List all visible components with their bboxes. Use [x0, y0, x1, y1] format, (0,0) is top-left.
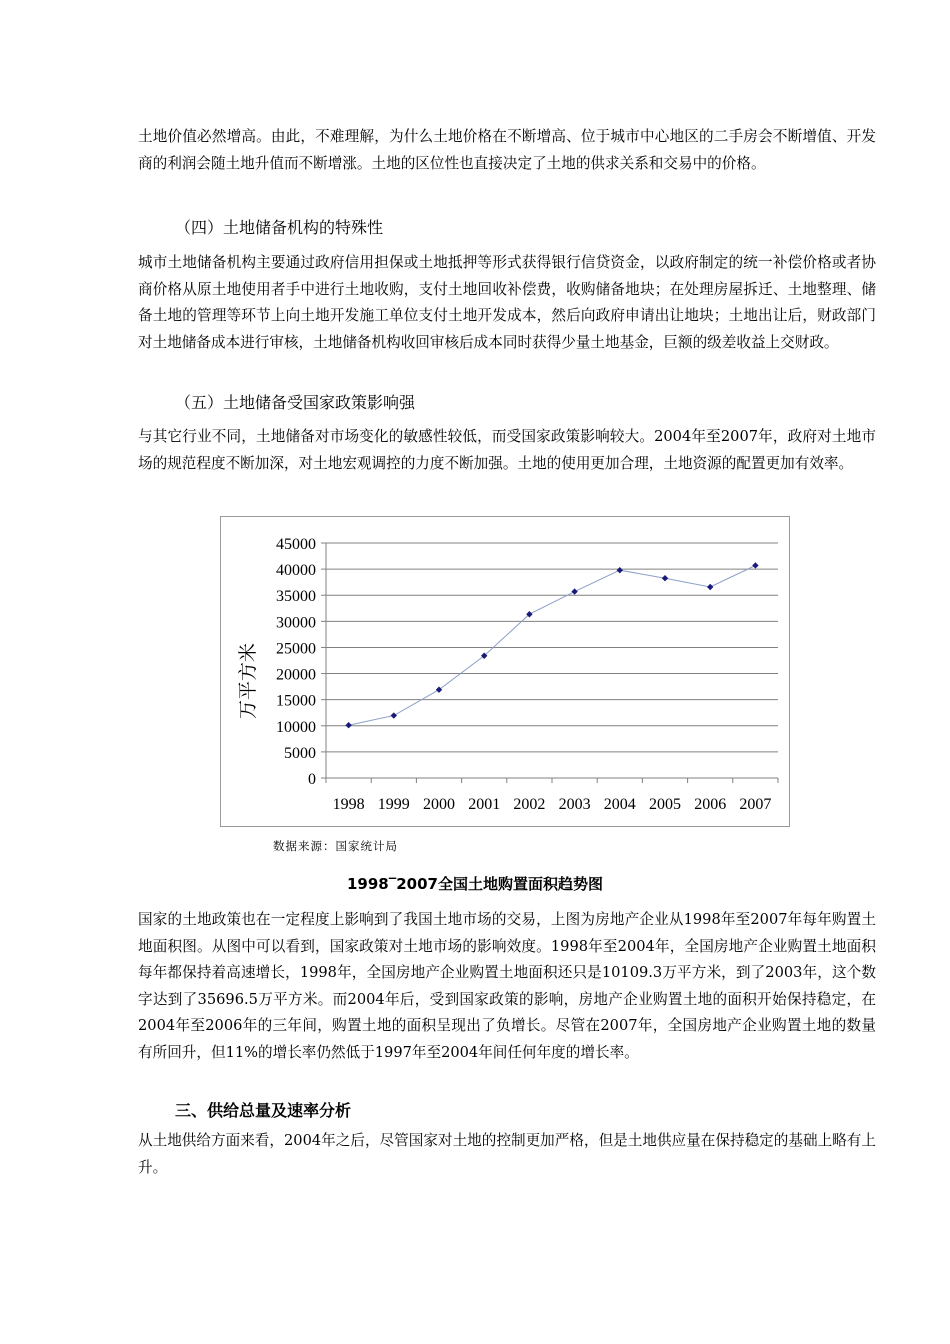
paragraph-3: 与其它行业不同，土地储备对市场变化的敏感性较低，而受国家政策影响较大。2004年至2007年，政府对土地市场的规范程度不断加深，对土地宏观调控的力度不断加强。土地的使用更加合理，土地资源的配置更加有效率。 — [138, 428, 876, 472]
y-tick-label: 30000 — [276, 614, 316, 632]
series-line — [349, 566, 756, 726]
x-tick-label: 2006 — [694, 796, 727, 813]
heading-section-4: （四）土地储备机构的特殊性 — [175, 218, 384, 237]
x-tick-label: 2001 — [468, 796, 501, 813]
paragraph-2: 城市土地储备机构主要通过政府信用担保或土地抵押等形式获得银行信贷资金，以政府制定的统一补偿价格或者协商价格从原土地使用者手中进行土地收购，支付土地回收补偿费，收购储备地块；在处理房屋拆迁、土地整理、储备土地的管理等环节上向土地开发施工单位支付土地开发成本，然后向政府申请出让地块；土地出让后，财政部门对土地储备成本进行审核，土地储备机构收回审核后成本同时获得少量土地基金，巨额的级差收益上交财政。 — [138, 254, 876, 351]
data-point-2006 — [707, 584, 713, 590]
x-tick-label: 2004 — [603, 796, 636, 813]
x-tick-label: 1998 — [332, 796, 365, 813]
y-tick-label: 35000 — [276, 588, 316, 606]
x-tick-label: 2007 — [739, 796, 772, 813]
y-tick-label: 15000 — [276, 692, 316, 710]
data-point-1999 — [391, 712, 397, 718]
x-tick-label: 1999 — [377, 796, 410, 813]
y-tick-label: 5000 — [284, 744, 316, 762]
y-axis-label: 万平方米 — [237, 642, 259, 720]
heading-section-5: （五）土地储备受国家政策影响强 — [175, 393, 416, 412]
y-tick-label: 25000 — [276, 640, 316, 658]
data-point-2005 — [662, 575, 668, 581]
y-tick-label: 10000 — [276, 718, 316, 736]
heading-section-three: 三、供给总量及速率分析 — [175, 1101, 352, 1120]
chart-caption: 1998‾2007全国土地购置面积趋势图 — [347, 875, 603, 893]
y-tick-label: 40000 — [276, 562, 316, 580]
x-tick-label: 2000 — [423, 796, 455, 813]
x-tick-label: 2005 — [649, 796, 681, 813]
data-point-2004 — [617, 567, 623, 573]
data-source-note: 数据来源：国家统计局 — [273, 839, 398, 853]
data-point-2003 — [571, 588, 577, 594]
y-tick-label: 20000 — [276, 666, 316, 684]
paragraph-4: 国家的土地政策也在一定程度上影响到了我国土地市场的交易，上图为房地产企业从1998年至2007年每年购置土地面积图。从图中可以看到，国家政策对土地市场的影响效度。1998年至2004年，全国房地产企业购置土地面积每年都保持着高速增长，1998年，全国房地产企业购置土地面积还只是10109.3万平方米，到了2003年，这个数字达到了35696.5万平方米。而2004年后，受到国家政策的影响，房地产企业购置土地的面积开始保持稳定，在2004年至2006年的三年间，购置土地的面积呈现出了负增长。尽管在2007年，全国房地产企业购置土地的数量有所回升，但11%的增长率仍然低于1997年至2004年间任何年度的增长率。 — [138, 911, 876, 1061]
x-tick-label: 2003 — [558, 796, 591, 813]
paragraph-5: 从土地供给方面来看，2004年之后，尽管国家对土地的控制更加严格，但是土地供应量在保持稳定的基础上略有上升。 — [138, 1132, 876, 1176]
data-point-2007 — [752, 562, 758, 568]
data-point-1998 — [345, 722, 351, 728]
y-tick-label: 45000 — [276, 536, 316, 553]
paragraph-1: 土地价值必然增高。由此，不难理解，为什么土地价格在不断增高、位于城市中心地区的二手房会不断增值、开发商的利润会随土地升值而不断增涨。土地的区位性也直接决定了土地的供求关系和交易中的价格。 — [138, 128, 876, 172]
land-purchase-chart — [220, 516, 790, 827]
x-tick-label: 2002 — [513, 796, 546, 813]
y-tick-label: 0 — [308, 771, 316, 788]
